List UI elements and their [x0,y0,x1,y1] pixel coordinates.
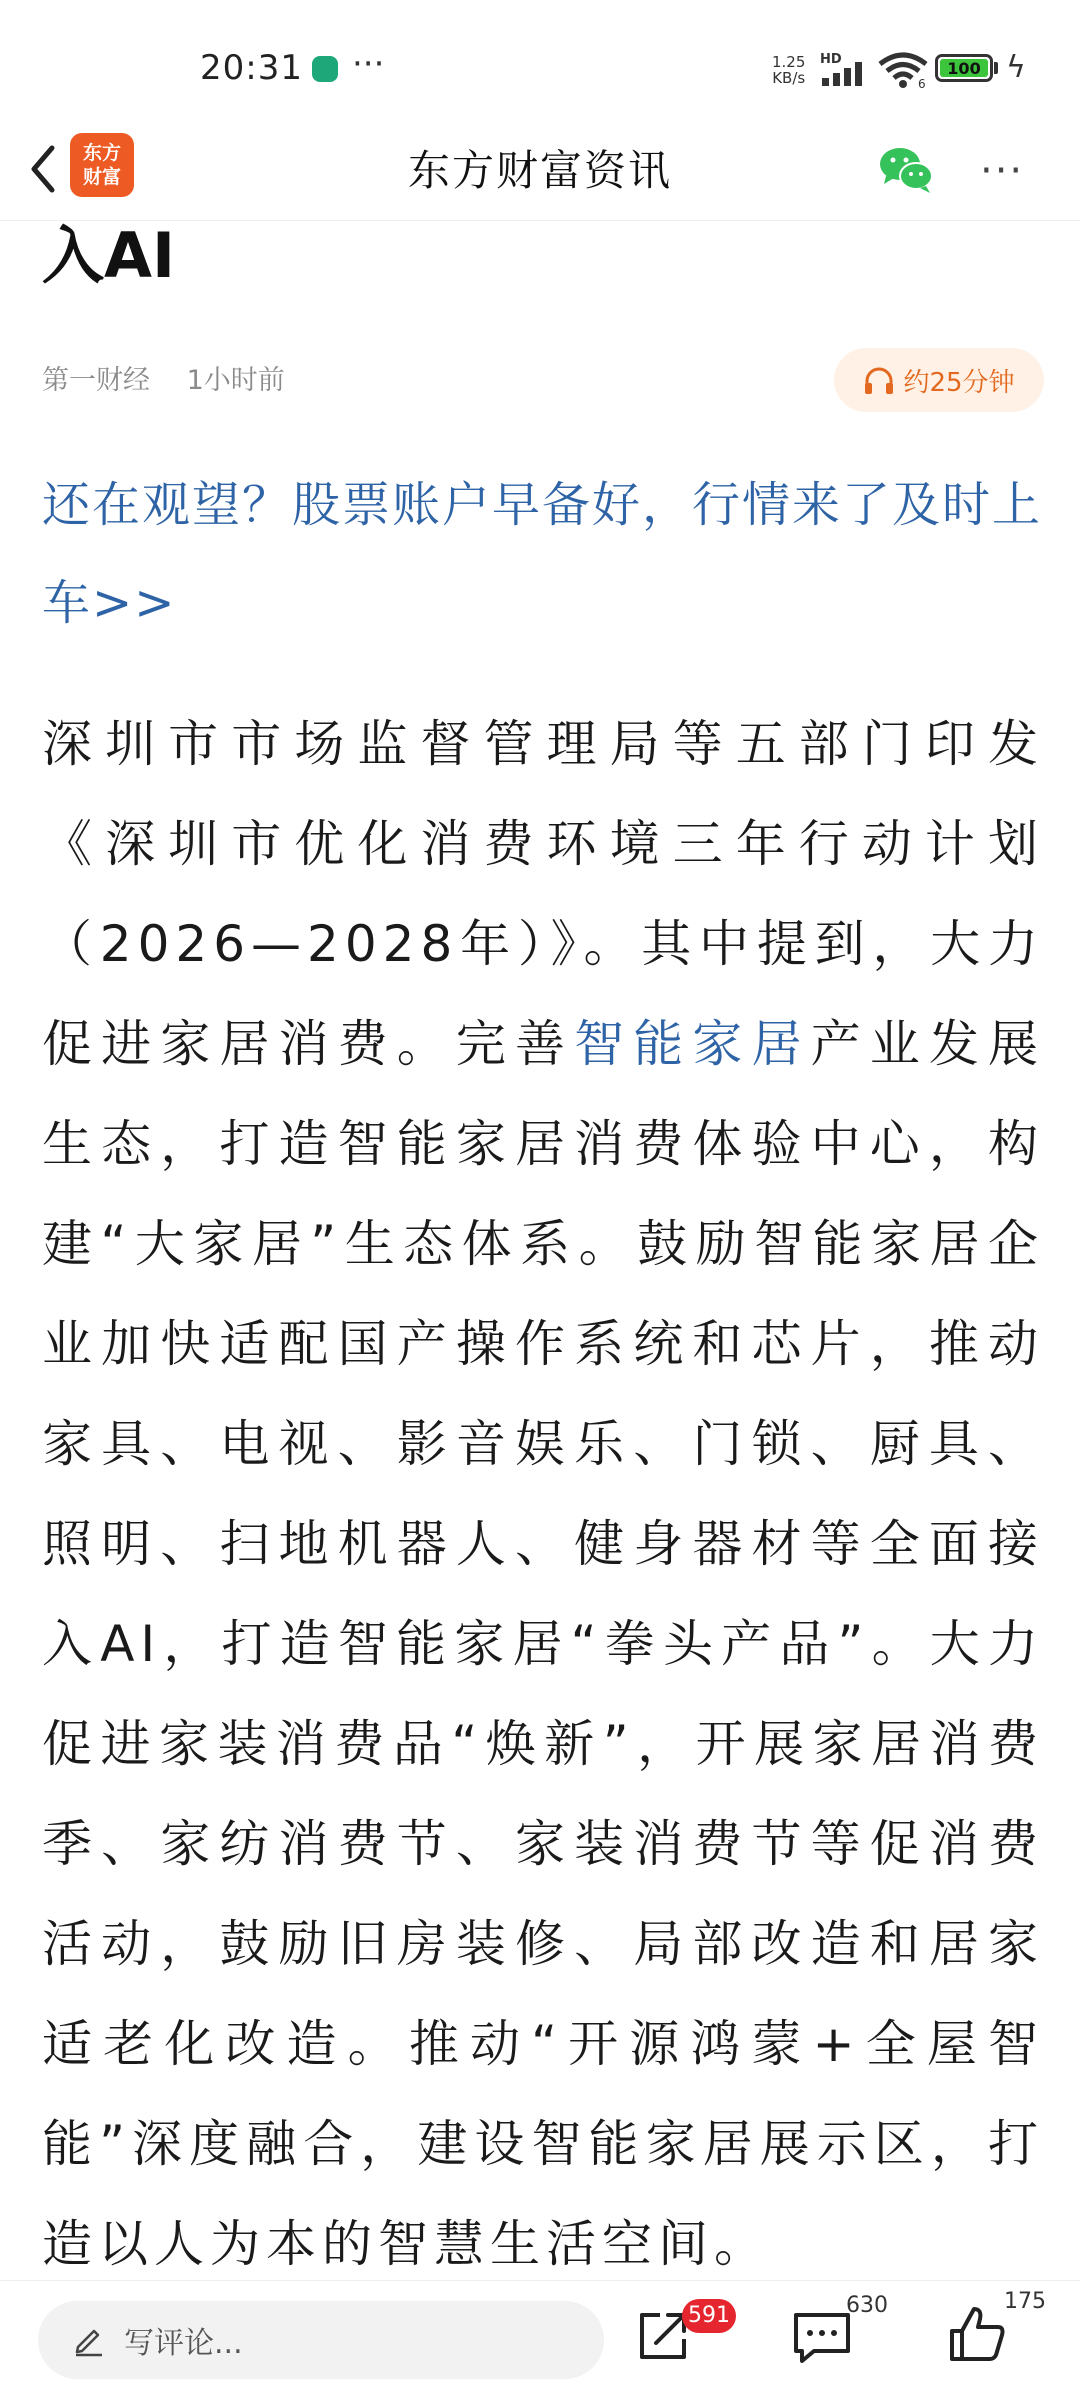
body-text-part2: 产业发展生态，打造智能家居消费体验中心，构建“大家居”生态体系。鼓励智能家居企业加快适配国产操作系统和芯片，推动家具、电视、影音娱乐、门锁、厨具、照明、扫地机器人、健身器材等全面接入AI，打造智能家居“拳头产品”。大力促进家装消费品“焕新”，开展家居消费季、家纺消费节、家装消费节等促消费活动，鼓励旧房装修、局部改造和居家适老化改造。推动“开源鸿蒙+全屋智能”深度融合，建设智能家居展示区，打造以人为本的智慧生活空间。 [42,1015,1044,2273]
like-count: 175 [1004,2289,1046,2314]
more-options-icon[interactable]: ··· [980,148,1025,194]
comment-input[interactable] [38,2301,604,2379]
network-rate-value: 1.25 [772,53,806,71]
listen-duration: 约25分钟 [903,367,1015,398]
article-time: 1小时前 [186,365,285,396]
pencil-icon [72,2323,106,2357]
battery-cap [994,62,998,74]
charging-icon: ϟ [1006,50,1026,85]
status-bar [0,0,1080,120]
battery-level: 100 [940,59,988,77]
network-rate [772,54,805,86]
signal-icon [822,62,868,86]
article-meta [42,358,313,397]
status-time: 20:31 [200,48,303,88]
article-body [42,694,1044,2294]
svg-text:6: 6 [918,77,926,88]
more-notifications-icon: ··· [352,44,385,84]
app-notification-icon [312,56,338,82]
comment-count: 630 [846,2293,888,2318]
logo-text-bottom: 财富 [82,166,121,188]
wechat-share-icon[interactable] [876,138,936,198]
hd-indicator: HD [820,52,842,67]
headphones-icon [863,365,895,395]
article-source[interactable]: 第一财经 [42,365,150,396]
share-count-badge: 591 [682,2299,736,2333]
page-title: 东方财富资讯 [407,146,672,195]
thumbs-up-icon[interactable] [946,2303,1008,2365]
comment-placeholder: 写评论... [124,2326,243,2361]
topic-link-smart-home[interactable]: 智能家居 [574,1015,811,1073]
body-text-part1: 深圳市市场监督管理局等五部门印发《深圳市优化消费环境三年行动计划（2026—2028年）》。其中提到，大力促进家居消费。完善 [42,715,1044,1073]
bottom-action-bar [0,2280,1080,2401]
battery-icon [935,54,993,82]
wifi-icon [878,52,928,88]
promo-link[interactable]: 还在观望？股票账户早备好，行情来了及时上车>> [42,477,1043,631]
article-title: 入AI [42,219,176,292]
logo-text-top: 东方 [82,142,121,164]
network-rate-unit: KB/s [772,69,806,87]
listen-button[interactable] [834,348,1044,412]
comment-icon[interactable] [790,2307,854,2367]
